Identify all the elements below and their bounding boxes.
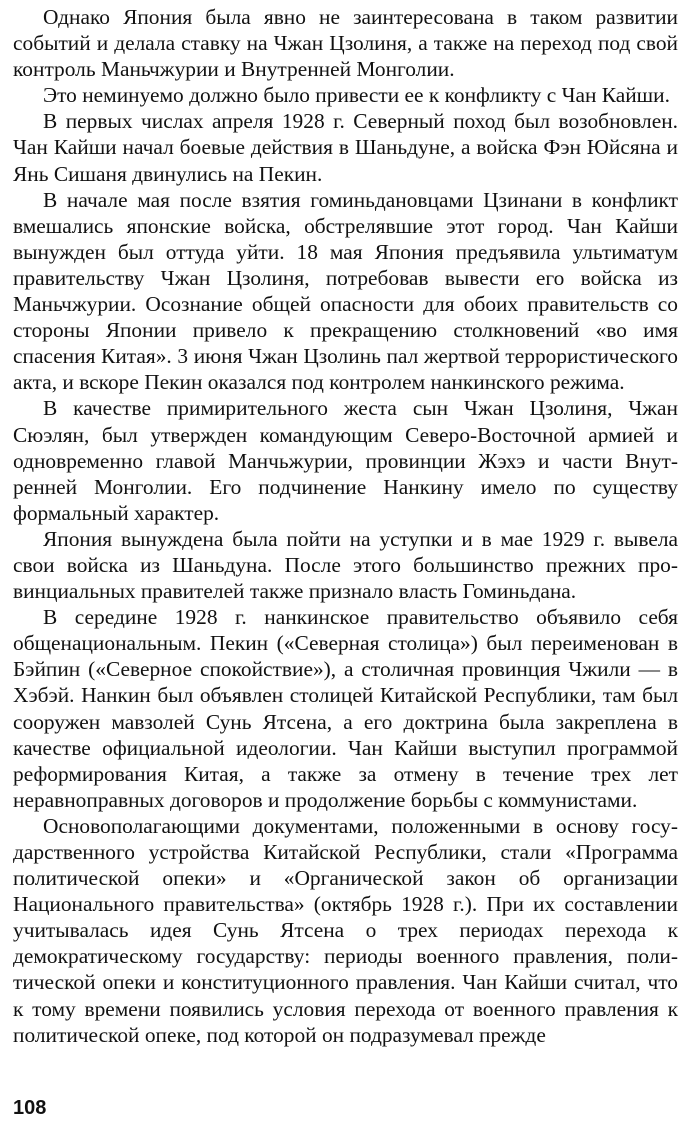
paragraph: Однако Япония была явно не заинтересована в таком развитии событий и делала ставку на Чжан Цзолиня, а также на переход под свой контроль Маньчжурии и Внутренней Монголии. (13, 5, 678, 82)
paragraph: Япония вынуждена была пойти на уступки и в мае 1929 г. вывела свои войска из Шаньдуна. После этого большинство прежних провинциальных правителей также признало власть Гоминьдана. (13, 526, 678, 604)
paragraph: Это неминуемо должно было привести ее к конфликту с Чан Кайши. (43, 83, 670, 108)
paragraph: В первых числах апреля 1928 г. Северный поход был возобновлен. Чан Кайши начал боевые действия в Шаньдуне, а войска Фэн Юйсяна и Янь Сишаня двинулись на Пекин. (13, 109, 678, 186)
paragraph: В начале мая после взятия гоминьдановцами Цзинани в конфликт вмешались японские войска, обстрелявшие этот город. Чан Кайши вынужден был оттуда уйти. 18 мая Япония предъявила ультиматум правительству Чжан Цзолиня, потребовав вывести его войска из Маньчжурии. Осознание общей опасности для обоих правительств со стороны Японии привело к прекращению столкновений «во имя спасения Китая». 3 июня Чжан Цзолинь пал жертвой террористического акта, и вскоре Пекин оказался под контролем нанкинского режима. (13, 187, 678, 395)
page-number: 108 (13, 1097, 47, 1119)
paragraph: В качестве примирительного жеста сын Чжан Цзолиня, Чжан Сюэлян, был утвержден командующим Северо-Восточной армией и одновременно главой Манчьжурии, провинции Жэхэ и части Внутренней Монголии. Его подчинение Нанкину имело по существу формальный характер. (13, 396, 678, 525)
paragraph: Основополагающими документами, положенными в основу государственного устройства Китайской Республики, стали «Программа политической опеки» и «Органической закон об организации Национального правительства» (октябрь 1928 г.). При их составлении учитывалась идея Сунь Ятсена о трех периодах перехода к демократическому государству: периоды военного правления, политической опеки и конституционного правления. Чан Кайши считал, что к тому времени появились условия перехода от военного правления к политической опеке, под которой он подразумевал прежде (13, 813, 678, 1047)
paragraph: В середине 1928 г. нанкинское правительство объявило себя общенациональным. Пекин («Северная столица») был переименован в Бэйпин («Северное спокойствие»), а столичная провинция Чжили — в Хэбэй. Нанкин был объявлен столицей Китайской Республики, там был сооружен мавзолей Сунь Ятсена, а его доктрина была закреплена в качестве официальной идеологии. Чан Кайши выступил программой реформирования Китая, а также за отмену в течение трех лет неравноправных договоров и продолжение борьбы с коммунистами. (13, 605, 678, 812)
page-body (13, 4, 678, 1048)
